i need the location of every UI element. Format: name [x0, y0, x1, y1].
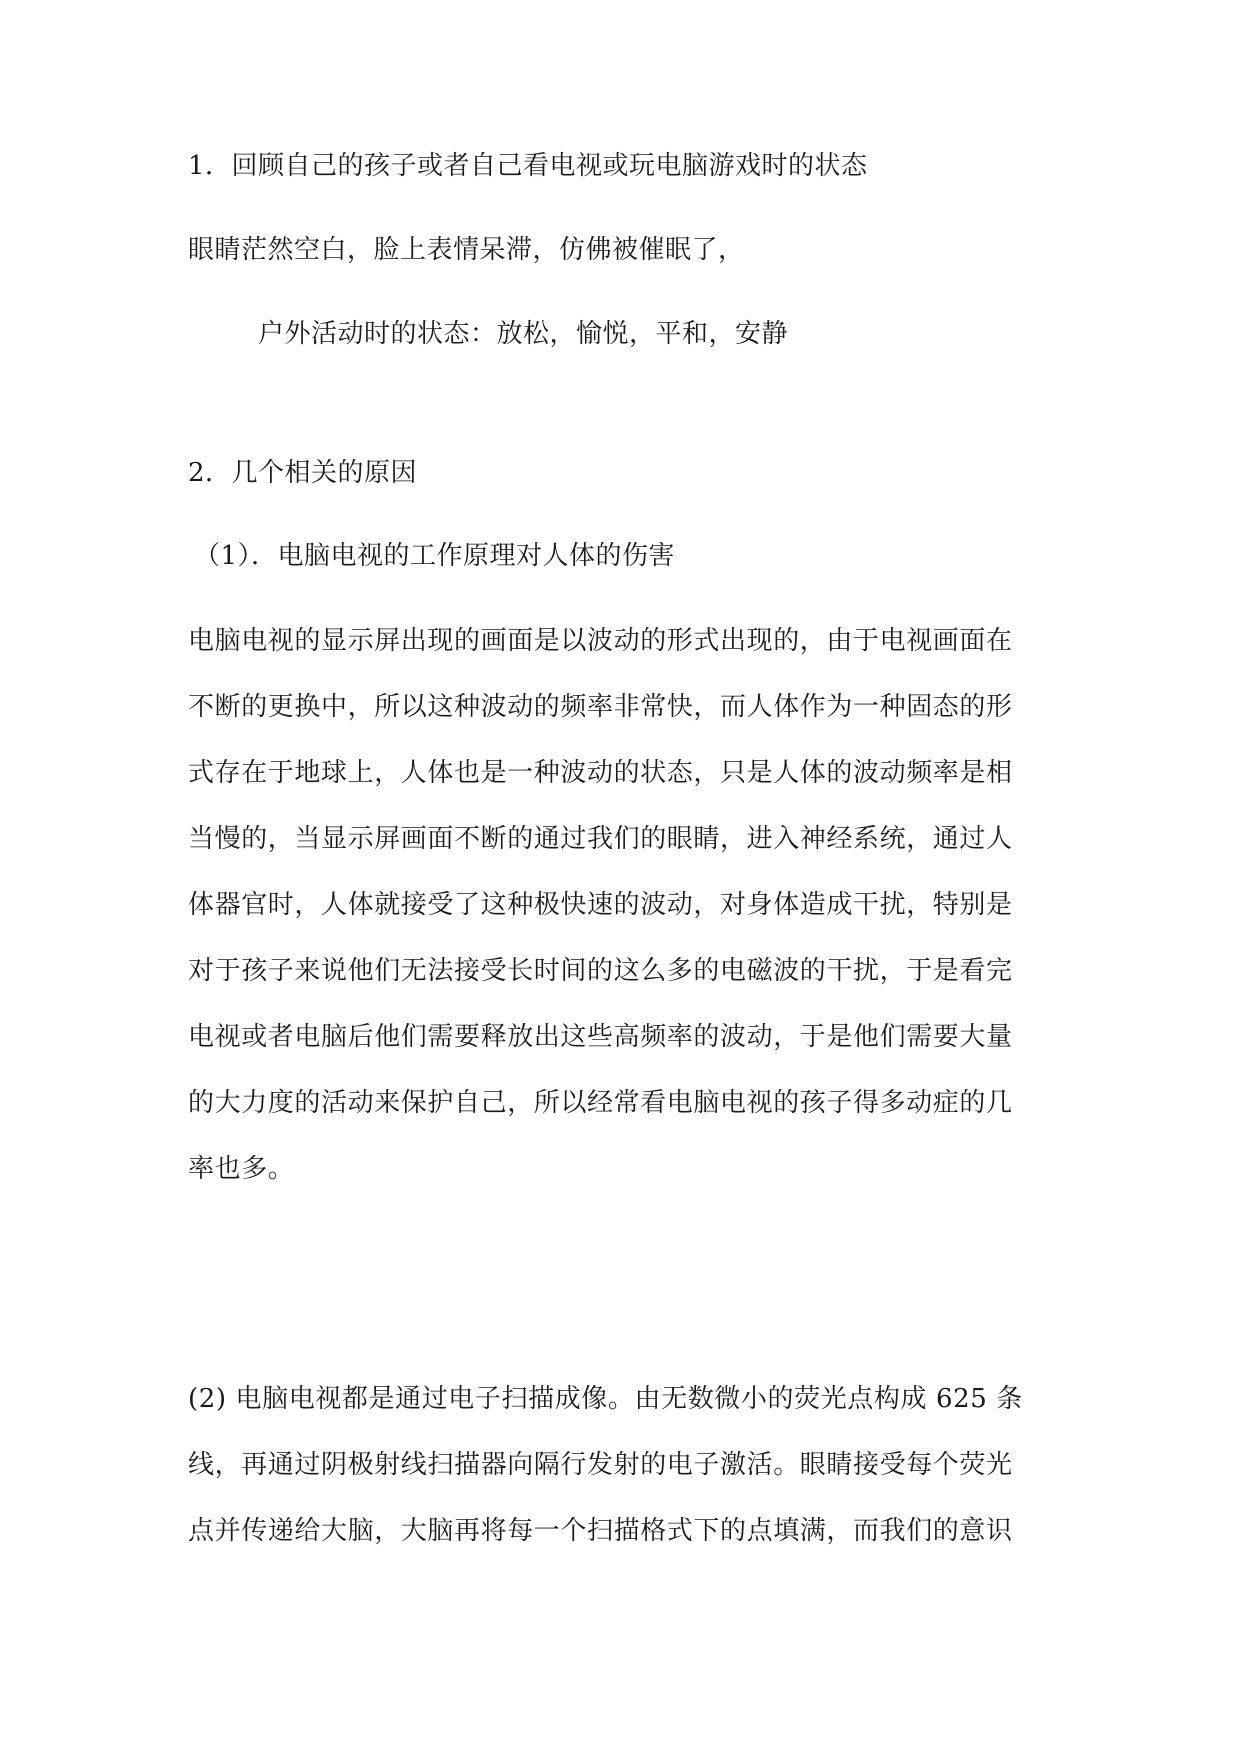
paragraph-line: 率也多。 [188, 1154, 295, 1184]
section1-line1: 眼睛茫然空白，脸上表情呆滞，仿佛被催眠了， [188, 235, 745, 265]
section2-sub1-heading: （1）．电脑电视的工作原理对人体的伤害 [194, 541, 676, 571]
paragraph-line: 电脑电视的显示屏出现的画面是以波动的形式出现的，由于电视画面在 [188, 626, 1013, 656]
section1-heading: 1．回顾自己的孩子或者自己看电视或玩电脑游戏时的状态 [188, 151, 868, 181]
paragraph-line: 点并传递给大脑，大脑再将每一个扫描格式下的点填满，而我们的意识 [188, 1516, 1013, 1546]
paragraph-line: 体器官时，人体就接受了这种极快速的波动，对身体造成干扰，特别是 [188, 890, 1013, 920]
paragraph-line: 对于孩子来说他们无法接受长时间的这么多的电磁波的干扰，于是看完 [188, 956, 1013, 986]
section2-sub1-paragraph [188, 608, 1068, 1202]
paragraph-line: 不断的更换中，所以这种波动的频率非常快，而人体作为一种固态的形 [188, 692, 1013, 722]
paragraph-line: 线，再通过阴极射线扫描器向隔行发射的电子激活。眼睛接受每个荧光 [188, 1450, 1013, 1480]
paragraph-line: (2) 电脑电视都是通过电子扫描成像。由无数微小的荧光点构成 625 条 [188, 1384, 1023, 1414]
section2-heading: 2．几个相关的原因 [188, 458, 418, 488]
paragraph-line: 式存在于地球上，人体也是一种波动的状态，只是人体的波动频率是相 [188, 758, 1013, 788]
section1-line2: 户外活动时的状态：放松，愉悦，平和，安静 [258, 319, 789, 349]
section2-sub2-paragraph [188, 1366, 1068, 1564]
paragraph-line: 的大力度的活动来保护自己，所以经常看电脑电视的孩子得多动症的几 [188, 1088, 1013, 1118]
paragraph-line: 电视或者电脑后他们需要释放出这些高频率的波动，于是他们需要大量 [188, 1022, 1013, 1052]
paragraph-line: 当慢的，当显示屏画面不断的通过我们的眼睛，进入神经系统，通过人 [188, 824, 1013, 854]
